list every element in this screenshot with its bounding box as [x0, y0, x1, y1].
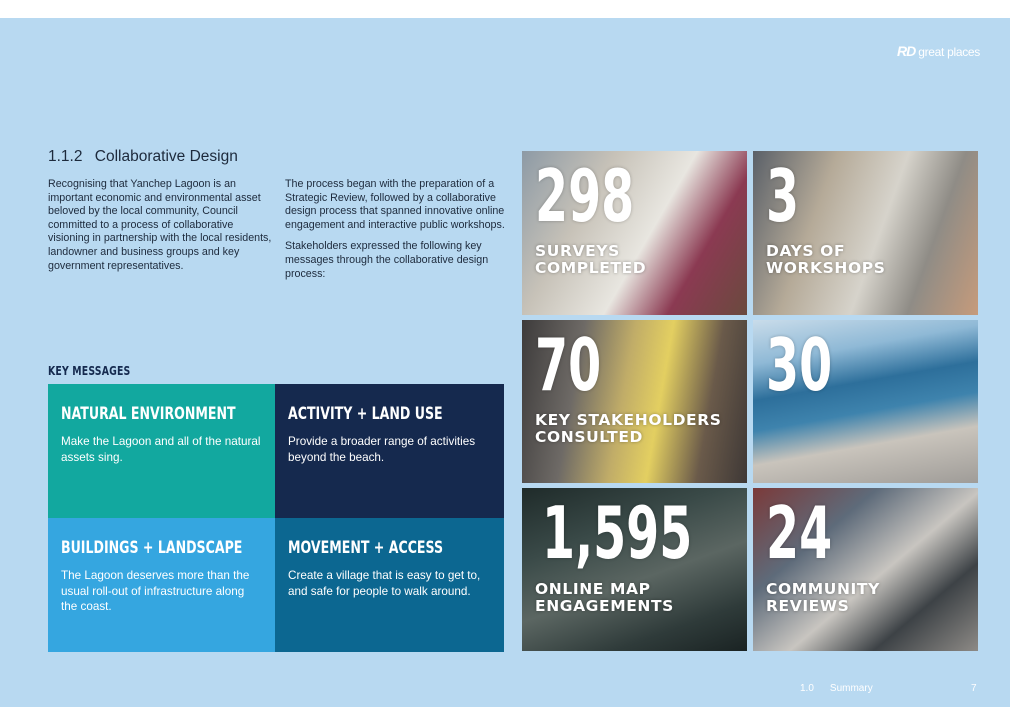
body-column-1 — [48, 178, 274, 281]
key-message-buildings-landscape — [48, 518, 275, 652]
stat-label-line-2: ENGAGEMENTS — [535, 597, 674, 615]
stat-label-line-2: REVIEWS — [766, 597, 850, 615]
stat-label-line-1: ONLINE MAP — [535, 580, 651, 598]
stat-label-line-1: KEY STAKEHOLDERS — [535, 411, 722, 429]
key-message-text: Create a village that is easy to get to, and safe for people to walk around. — [288, 569, 481, 598]
key-message-movement-access — [275, 518, 504, 652]
stat-tile-workshops — [753, 151, 978, 315]
stat-tile-stakeholders — [522, 320, 747, 483]
stat-label-line-1: COMMUNITY — [766, 580, 880, 598]
page — [0, 18, 1010, 707]
key-message-activity-land-use — [275, 384, 504, 518]
paragraph: Stakeholders expressed the following key messages through the collaborative design process: — [285, 240, 489, 280]
stat-value: 30 — [766, 323, 833, 407]
key-messages-grid — [48, 384, 504, 652]
key-message-title: MOVEMENT + ACCESS — [288, 538, 444, 558]
logo-text: great places — [918, 45, 981, 59]
stat-tile-online-map — [522, 488, 747, 651]
key-message-title: NATURAL ENVIRONMENT — [61, 404, 236, 424]
section-number: 1.1.2 — [48, 148, 83, 165]
footer-section-number: 1.0 — [800, 683, 814, 694]
stat-value: 1,595 — [542, 491, 693, 575]
logo-mark: RD — [897, 43, 916, 59]
stat-value: 298 — [535, 154, 635, 238]
stat-tile-30 — [753, 320, 978, 483]
body-column-2 — [285, 178, 509, 289]
key-messages-title: KEY MESSAGES — [48, 364, 131, 378]
key-message-text: The Lagoon deserves more than the usual roll-out of infrastructure along the coast. — [61, 569, 250, 613]
stat-value: 3 — [766, 154, 800, 238]
section-title: Collaborative Design — [94, 148, 238, 165]
stat-label-line-1: SURVEYS — [535, 242, 620, 260]
paragraph: The process began with the preparation of a Strategic Review, followed by a collaborative design process that spanned innovative online engagement and interactive public workshops. — [285, 178, 505, 231]
stat-label-line-2: CONSULTED — [535, 428, 644, 446]
stat-tile-surveys — [522, 151, 747, 315]
section-heading — [48, 148, 238, 166]
key-message-text: Provide a broader range of activities beyond the beach. — [288, 435, 476, 464]
footer-section-title: Summary — [829, 683, 873, 694]
key-message-text: Make the Lagoon and all of the natural assets sing. — [61, 435, 261, 464]
paragraph: Recognising that Yanchep Lagoon is an important economic and environmental asset beloved by the local community, Council committed to a process of collaborative visioning in partnership with the local residents, landowner and business groups and key government representatives. — [48, 178, 272, 272]
stat-tile-community-reviews — [753, 488, 978, 651]
page-footer — [800, 683, 873, 694]
stat-value: 70 — [535, 323, 602, 407]
stat-label-line-2: WORKSHOPS — [766, 259, 886, 277]
stats-photo-grid — [522, 151, 978, 651]
stat-value: 24 — [766, 491, 833, 575]
key-message-title: BUILDINGS + LANDSCAPE — [61, 538, 243, 558]
key-message-natural-environment — [48, 384, 275, 518]
key-message-title: ACTIVITY + LAND USE — [288, 404, 443, 424]
page-number: 7 — [971, 683, 977, 694]
brand-logo — [897, 43, 980, 59]
stat-label-line-2: COMPLETED — [535, 259, 647, 277]
stat-label-line-1: DAYS OF — [766, 242, 846, 260]
